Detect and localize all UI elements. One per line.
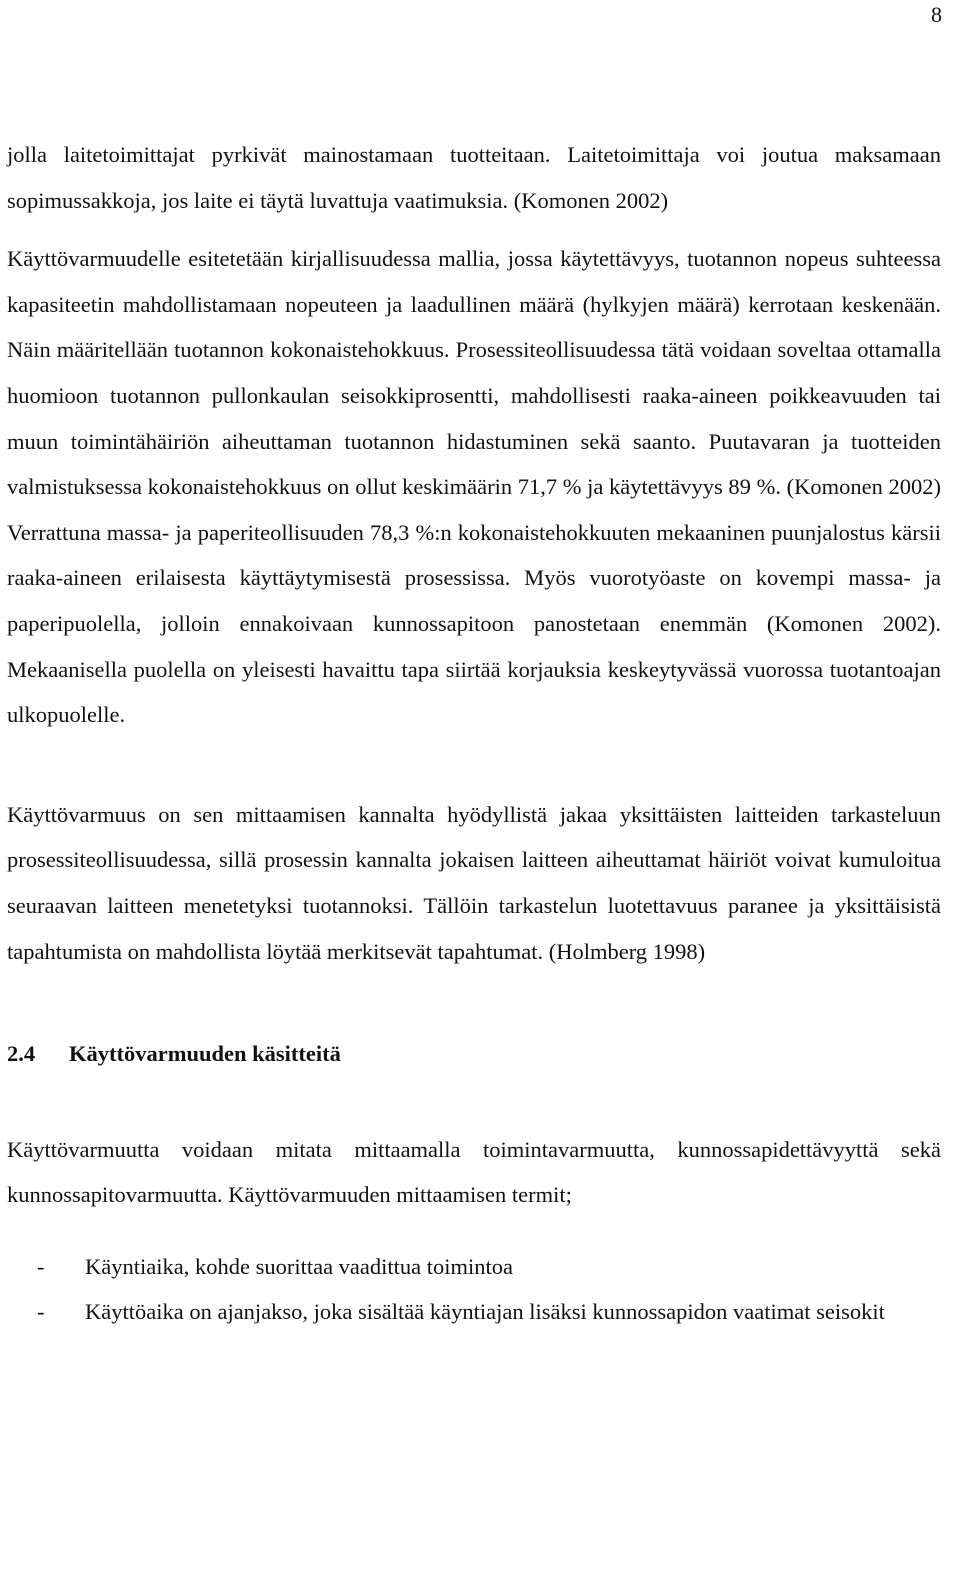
- list-item: [7, 1244, 941, 1290]
- paragraph-1: jolla laitetoimittajat pyrkivät mainostamaan tuotteitaan. Laitetoimittaja voi joutua maksamaan sopimussakkoja, jos laite ei täytä luvattuja vaatimuksia. (Komonen 2002): [7, 142, 941, 213]
- terms-list: [7, 1244, 941, 1335]
- list-item-text: Käyntiaika, kohde suorittaa vaadittua toimintoa: [85, 1253, 514, 1279]
- paragraph-2: Käyttövarmuudelle esitetetään kirjallisuudessa mallia, jossa käytettävyys, tuotannon nopeus suhteessa kapasiteetin mahdollistamaan nopeuteen ja laadullinen määrä (hylkyjen määrä) kerrotaan keskenään. Näin määritellään tuotannon kokonaistehokkuus. Prosessiteollisuudessa tätä voidaan soveltaa ottamalla huomioon tuotannon pullonkaulan seisokkiprosentti, mahdollisesti raaka-aineen poikkeavuuden tai muun toimintähäiriön aiheuttaman tuotannon hidastuminen sekä saanto. Puutavaran ja tuotteiden valmistuksessa kokonaistehokkuus on ollut keskimäärin 71,7 % ja käytettävyys 89 %. (Komonen 2002) Verrattuna massa- ja paperiteollisuuden 78,3 %:n kokonaistehokkuuten mekaaninen puunjalostus kärsii raaka-aineen erilaisesta käyttäytymisestä prosessissa. Myös vuorotyöaste on kovempi massa- ja paperipuolella, jolloin ennakoivaan kunnossapitoon panostetaan enemmän (Komonen 2002). Mekaanisella puolella on yleisesti havaittu tapa siirtää korjauksia keskeytyvässä vuorossa tuotantoajan ulkopuolelle.: [7, 246, 941, 728]
- page-number: 8: [931, 2, 942, 27]
- dash-marker: -: [37, 1253, 45, 1279]
- section-number: 2.4: [7, 1041, 36, 1067]
- section-title: Käyttövarmuuden käsitteitä: [69, 1041, 341, 1067]
- list-item: [7, 1289, 941, 1335]
- list-item-text: Käyttöaika on ajanjakso, joka sisältää käyntiajan lisäksi kunnossapidon vaatimat seisokit: [85, 1299, 885, 1325]
- document-body: [7, 132, 941, 1335]
- dash-marker: -: [37, 1299, 45, 1325]
- section-heading: [7, 1031, 941, 1077]
- paragraph-3: Käyttövarmuus on sen mittaamisen kannalta hyödyllistä jakaa yksittäisten laitteiden tarkasteluun prosessiteollisuudessa, sillä prosessin kannalta jokaisen laitteen aiheuttamat häiriöt voivat kumuloitua seuraavan laitteen menetetyksi tuotannoksi. Tällöin tarkastelun luotettavuus paranee ja yksittäisistä tapahtumista on mahdollista löytää merkitsevät tapahtumat. (Holmberg 1998): [7, 801, 941, 964]
- section-intro: Käyttövarmuutta voidaan mitata mittaamalla toimintavarmuutta, kunnossapidettävyyttä sekä kunnossapitovarmuutta. Käyttövarmuuden mittaamisen termit;: [7, 1136, 941, 1208]
